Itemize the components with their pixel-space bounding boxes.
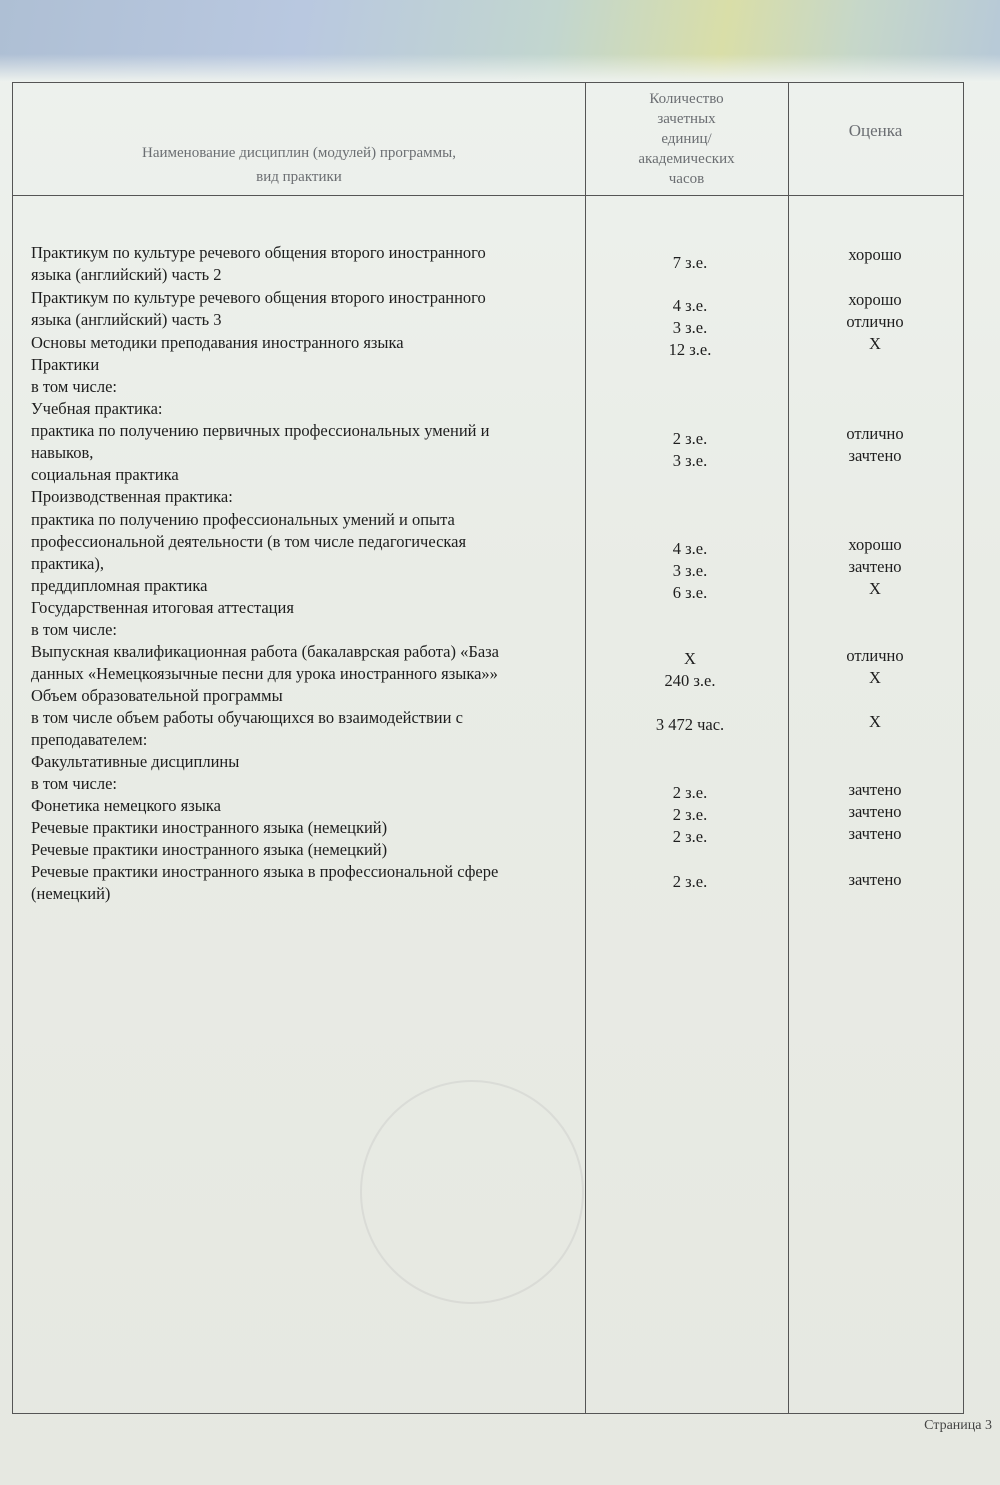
section-heading: Факультативные дисциплины [31,752,240,771]
credits-value: 3 з.е. [672,451,708,470]
discipline-line: Практикум по культуре речевого общения второго иностранного [31,288,486,307]
credits-value: 2 з.е. [672,429,708,448]
discipline-line: практика по получению профессиональных умений и опыта [31,510,455,529]
credits-value: 2 з.е. [672,805,708,824]
credits-value: 7 з.е. [672,253,708,272]
header-grade: Оценка [848,121,903,140]
header-discipline-line-2: вид практики [256,169,342,185]
discipline-line: Речевые практики иностранного языка в профессиональной сфере [31,862,499,881]
grade-value: зачтено [848,802,902,821]
credits-value: 240 з.е. [664,671,716,690]
grade-value: X [869,668,881,687]
grade-value: отлично [846,646,904,665]
discipline-line: Основы методики преподавания иностранного языка [31,333,404,352]
grade-value: зачтено [848,780,902,799]
grade-value: хорошо [848,290,902,309]
discipline-line: Производственная практика: [31,487,233,506]
header-credits-line-3: единиц/ [661,131,712,147]
discipline-line: языка (английский) часть 3 [31,310,222,329]
discipline-line: практика по получению первичных профессиональных умений и [31,421,490,440]
discipline-line: профессиональной деятельности (в том числе педагогическая [31,532,467,551]
header-credits-line-5: часов [668,171,705,187]
discipline-line: Речевые практики иностранного языка (немецкий) [31,818,388,837]
credits-value: 4 з.е. [672,296,708,315]
grade-value: зачтено [848,870,902,889]
credits-value: 12 з.е. [668,340,712,359]
credits-value: 2 з.е. [672,827,708,846]
grade-value: отлично [846,312,904,331]
discipline-line: в том числе: [31,620,118,639]
header-credits-line-1: Количество [649,91,724,107]
section-heading: Государственная итоговая аттестация [31,598,294,617]
discipline-line: преддипломная практика [31,576,208,595]
discipline-line: (немецкий) [31,884,111,903]
credits-value: 4 з.е. [672,539,708,558]
discipline-line: в том числе объем работы обучающихся во взаимодействии с [31,708,463,727]
grade-value: отлично [846,424,904,443]
grade-value: X [869,712,881,731]
header-discipline-line-1: Наименование дисциплин (модулей) программы, [142,145,456,161]
credits-value: 2 з.е. [672,872,708,891]
grade-value: X [869,334,881,353]
discipline-line: в том числе: [31,774,118,793]
discipline-line: данных «Немецкоязычные песни для урока иностранного языка»» [31,664,498,683]
credits-value: X [684,649,696,668]
discipline-line: Учебная практика: [31,399,163,418]
page-number: Страница 3 [924,1418,992,1433]
discipline-line: Речевые практики иностранного языка (немецкий) [31,840,388,859]
discipline-line: Объем образовательной программы [31,686,283,705]
grade-value: хорошо [848,245,902,264]
credits-value: 3 з.е. [672,561,708,580]
discipline-line: в том числе: [31,377,118,396]
grade-value: хорошо [848,535,902,554]
header-credits-line-2: зачетных [657,111,716,127]
section-heading: Практики [31,355,100,374]
discipline-line: Выпускная квалификационная работа (бакалаврская работа) «База [31,642,500,661]
credits-value: 3 з.е. [672,318,708,337]
credits-value: 2 з.е. [672,783,708,802]
discipline-line: преподавателем: [31,730,148,749]
discipline-line: Практикум по культуре речевого общения второго иностранного [31,243,486,262]
discipline-line: языка (английский) часть 2 [31,265,222,284]
grade-value: зачтено [848,446,902,465]
discipline-line: навыков, [31,443,94,462]
discipline-line: практика), [31,554,104,573]
discipline-line: Фонетика немецкого языка [31,796,221,815]
grade-value: зачтено [848,557,902,576]
credits-value: 3 472 час. [655,715,725,734]
discipline-line: социальная практика [31,465,179,484]
credits-value: 6 з.е. [672,583,708,602]
header-credits-line-4: академических [638,151,735,167]
grade-value: X [869,579,881,598]
grade-value: зачтено [848,824,902,843]
